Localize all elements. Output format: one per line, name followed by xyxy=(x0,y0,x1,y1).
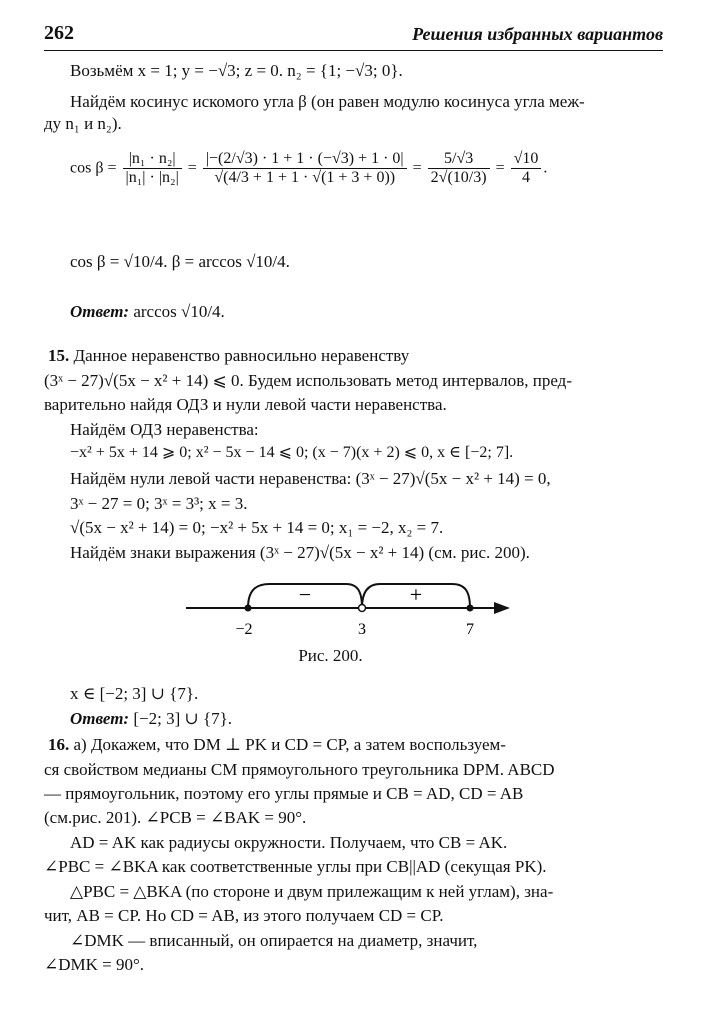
cos-lhs: cos β = xyxy=(70,159,117,177)
text-line: △PBC = △BKA (по стороне и двум прилежащим к ней углам), зна- xyxy=(70,882,554,901)
text-line: ся свойством медианы CM прямоугольного треугольника DPM. ABCD xyxy=(44,760,555,779)
fraction xyxy=(428,150,490,188)
text-line: (3ˣ − 27)√(5x − x² + 14) ⩽ 0. Будем использовать метод интервалов, пред- xyxy=(44,371,572,390)
problem-16-intro xyxy=(48,735,506,755)
text-line: Найдём ОДЗ неравенства: xyxy=(70,420,259,439)
problem-number: 16. xyxy=(48,735,70,754)
answer-line xyxy=(70,302,225,322)
answer-label: Ответ: xyxy=(70,302,130,321)
figure-caption: Рис. 200. xyxy=(298,646,363,665)
fraction-denominator: 2√(10/3) xyxy=(430,169,487,187)
fraction xyxy=(203,150,407,188)
fraction-numerator: |n₁ · n₂| xyxy=(123,150,182,169)
text-line: — прямоугольник, поэтому его углы прямые и CB = AD, CD = AB xyxy=(44,784,524,803)
text-line: AD = AK как радиусы окружности. Получаем, что CB = AK. xyxy=(70,833,508,852)
text-line: ∠PBC = ∠BKA как соответственные углы при CB||AD (секущая PK). xyxy=(44,857,547,876)
text-line: Возьмём x = 1; y = −√3; z = 0. n₂ = {1; −√3; 0}. xyxy=(70,61,403,80)
page-number: 262 xyxy=(44,22,74,44)
text-line: cos β = √10/4. β = arccos √10/4. xyxy=(70,252,290,271)
text-line: ∠DMK = 90°. xyxy=(44,955,145,974)
fraction-numerator: |−(2/√3) · 1 + 1 · (−√3) + 1 · 0| xyxy=(203,150,407,169)
axis-arrow-icon xyxy=(494,602,510,614)
text-line: а) Докажем, что DM ⊥ PK и CD = CP, а затем воспользуем- xyxy=(73,735,506,754)
text-line: Найдём нули левой части неравенства: (3ˣ − 27)√(5x − x² + 14) = 0, xyxy=(70,469,551,488)
text-line: Найдём косинус искомого угла β (он равен модулю косинуса угла меж- xyxy=(70,92,585,111)
fraction-numerator: 5/√3 xyxy=(428,150,490,169)
answer-label: Ответ: xyxy=(70,709,130,728)
fraction xyxy=(511,150,542,188)
page-header xyxy=(44,20,663,51)
text-line: варительно найдя ОДЗ и нули левой части неравенства. xyxy=(44,395,447,414)
text-line: −x² + 5x + 14 ⩾ 0; x² − 5x − 14 ⩽ 0; (x − 7)(x + 2) ⩽ 0, x ∈ [−2; 7]. xyxy=(70,444,514,461)
sign-label: + xyxy=(409,582,423,607)
answer-line xyxy=(70,709,232,729)
text-line: 3ˣ − 27 = 0; 3ˣ = 3³; x = 3. xyxy=(70,494,248,513)
text-line: Данное неравенство равносильно неравенству xyxy=(73,346,410,365)
number-line-figure xyxy=(180,572,520,640)
point-marker xyxy=(245,605,252,612)
text-line: (см.рис. 201). ∠PCB = ∠BAK = 90°. xyxy=(44,808,307,827)
fraction xyxy=(123,150,182,188)
running-title: Решения избранных вариантов xyxy=(412,24,663,44)
problem-15-intro xyxy=(48,346,409,366)
cos-formula: cos β = $\frac{\text{|n₁ · n₂|}}{\text{|n₁| · |n₂|}}$ = $\frac{|-(2/√3) \cdot 1 + 1 \cdot (-√3) + 1 \cdot 0|}{√(4/3 + 1 + 1 \cdot √(1 + 3 + 0))}$ = $\frac{5/√3}{2√(10/3)}$ = $\frac{√10}{4}$ . xyxy=(70,150,548,187)
point-label: −2 xyxy=(235,621,253,638)
fraction-denominator: √(4/3 + 1 + 1 · √(1 + 3 + 0)) xyxy=(214,169,396,187)
text-line: √(5x − x² + 14) = 0; −x² + 5x + 14 = 0; x₁ = −2, x₂ = 7. xyxy=(70,518,444,537)
text-line: чит, AB = CP. Но CD = AB, из этого получаем CD = CP. xyxy=(44,906,444,925)
answer-value: [−2; 3] ∪ {7}. xyxy=(133,709,233,728)
answer-value: arccos √10/4. xyxy=(133,302,225,321)
text-line: x ∈ [−2; 3] ∪ {7}. xyxy=(70,684,199,703)
text-line: ду n₁ и n₂). xyxy=(44,114,122,133)
text-line: Найдём знаки выражения (3ˣ − 27)√(5x − x² + 14) (см. рис. 200). xyxy=(70,543,530,562)
sign-label: − xyxy=(298,582,312,607)
fraction-denominator: 4 xyxy=(521,169,530,187)
point-label: 7 xyxy=(466,621,474,638)
point-marker xyxy=(467,605,474,612)
point-label: 3 xyxy=(358,621,366,638)
fraction-numerator: √10 xyxy=(511,150,542,169)
point-marker xyxy=(359,605,366,612)
problem-number: 15. xyxy=(48,346,70,365)
fraction-denominator: |n₁| · |n₂| xyxy=(125,169,179,187)
text-line: ∠DMK — вписанный, он опирается на диаметр, значит, xyxy=(70,931,478,950)
